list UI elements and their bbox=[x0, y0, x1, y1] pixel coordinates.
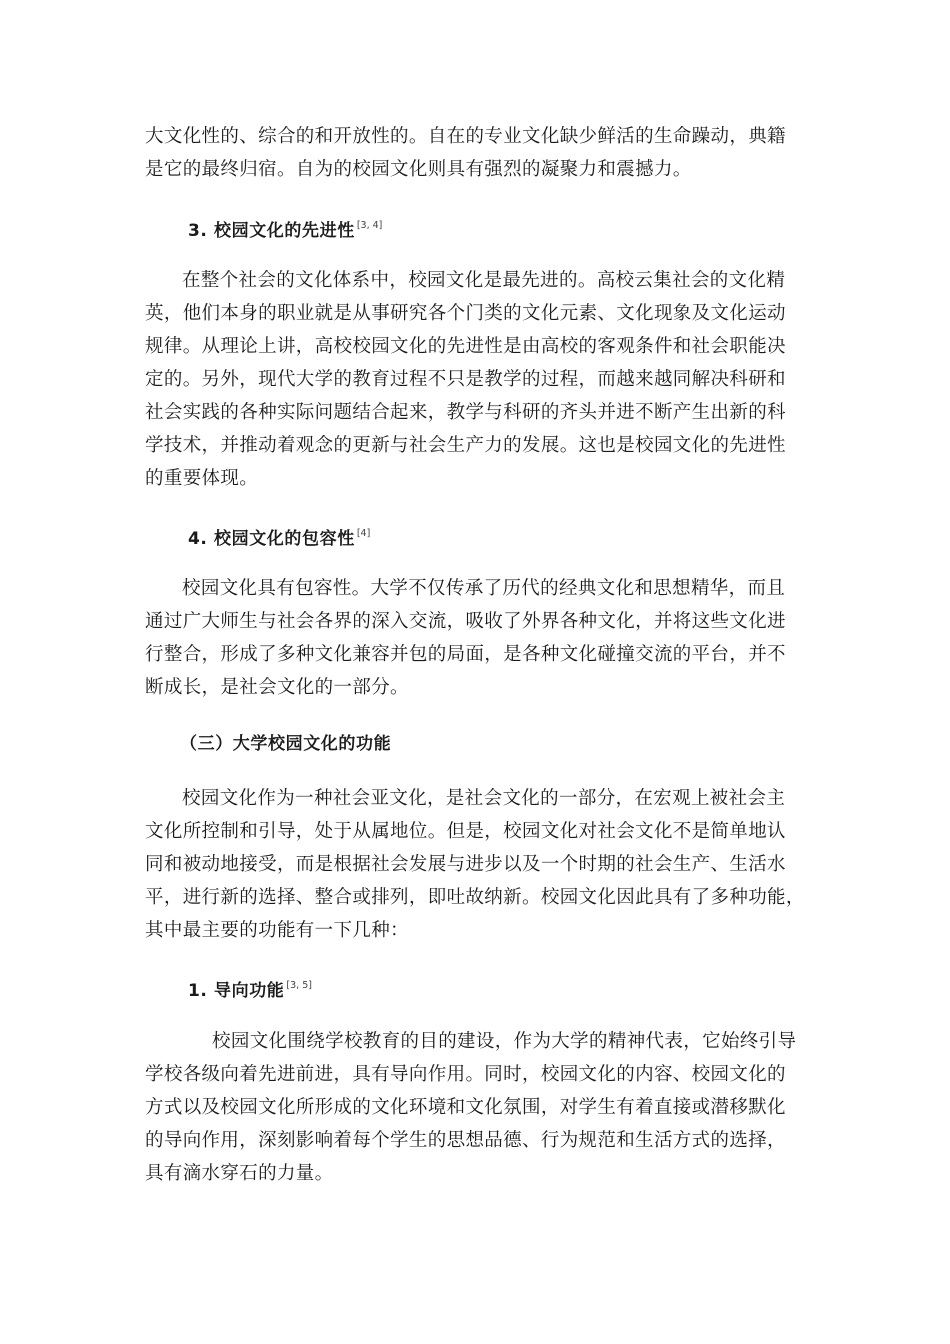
paragraph-line: 在整个社会的文化体系中，校园文化是最先进的。高校云集社会的文化精 bbox=[182, 270, 786, 291]
paragraph-line: 定的。另外，现代大学的教育过程不只是教学的过程，而越来越同解决科研和 bbox=[145, 369, 786, 390]
paragraph-line: 同和被动地接受，而是根据社会发展与进步以及一个时期的社会生产、生活水 bbox=[145, 854, 786, 875]
citation-ref: [4] bbox=[356, 528, 371, 539]
paragraph-line: 校园文化围绕学校教育的目的建设，作为大学的精神代表，它始终引导 bbox=[212, 1031, 797, 1052]
paragraph-line: 通过广大师生与社会各界的深入交流，吸收了外界各种文化，并将这些文化进 bbox=[145, 611, 786, 632]
paragraph-line: 的导向作用，深刻影响着每个学生的思想品德、行为规范和生活方式的选择， bbox=[145, 1130, 786, 1151]
paragraph-line: 学技术，并推动着观念的更新与社会生产力的发展。这也是校园文化的先进性 bbox=[145, 435, 786, 456]
paragraph-line: 校园文化作为一种社会亚文化，是社会文化的一部分，在宏观上被社会主 bbox=[182, 788, 786, 809]
paragraph-line: 规律。从理论上讲，高校校园文化的先进性是由高校的客观条件和社会职能决 bbox=[145, 336, 786, 357]
section-heading-text: 4. 校园文化的包容性 bbox=[188, 529, 355, 549]
citation-ref: [3, 4] bbox=[356, 220, 383, 231]
section-heading-text: 1. 导向功能 bbox=[188, 981, 285, 1001]
paragraph-line: 行整合，形成了多种文化兼容并包的局面，是各种文化碰撞交流的平台，并不 bbox=[145, 644, 786, 665]
paragraph-line: 大文化性的、综合的和开放性的。自在的专业文化缺少鲜活的生命躁动，典籍 bbox=[145, 126, 786, 147]
function-heading-1 bbox=[188, 974, 312, 1001]
paragraph-line: 校园文化具有包容性。大学不仅传承了历代的经典文化和思想精华，而且 bbox=[182, 578, 786, 599]
paragraph-line: 平，进行新的选择、整合或排列，即吐故纳新。校园文化因此具有了多种功能， bbox=[145, 887, 805, 908]
paragraph-line: 文化所控制和引导，处于从属地位。但是，校园文化对社会文化不是简单地认 bbox=[145, 821, 786, 842]
section-heading-4 bbox=[188, 522, 371, 549]
citation-ref: [3, 5] bbox=[286, 980, 312, 991]
section-heading-text: 3. 校园文化的先进性 bbox=[188, 221, 355, 241]
paragraph-line: 学校各级向着先进前进，具有导向作用。同时，校园文化的内容、校园文化的 bbox=[145, 1064, 786, 1085]
paragraph-line: 英，他们本身的职业就是从事研究各个门类的文化元素、文化现象及文化运动 bbox=[145, 303, 786, 324]
paragraph-line: 方式以及校园文化所形成的文化环境和文化氛围，对学生有着直接或潜移默化 bbox=[145, 1097, 786, 1118]
part-heading: （三）大学校园文化的功能 bbox=[180, 734, 392, 754]
paragraph-line: 的重要体现。 bbox=[145, 468, 259, 489]
paragraph-line: 社会实践的各种实际问题结合起来，教学与科研的齐头并进不断产生出新的科 bbox=[145, 402, 786, 423]
paragraph-line: 断成长，是社会文化的一部分。 bbox=[145, 677, 409, 698]
section-heading-3 bbox=[188, 214, 383, 241]
paragraph-line: 是它的最终归宿。自为的校园文化则具有强烈的凝聚力和震撼力。 bbox=[145, 159, 692, 180]
paragraph-line: 具有滴水穿石的力量。 bbox=[145, 1163, 334, 1184]
paragraph-line: 其中最主要的功能有一下几种： bbox=[145, 920, 409, 941]
